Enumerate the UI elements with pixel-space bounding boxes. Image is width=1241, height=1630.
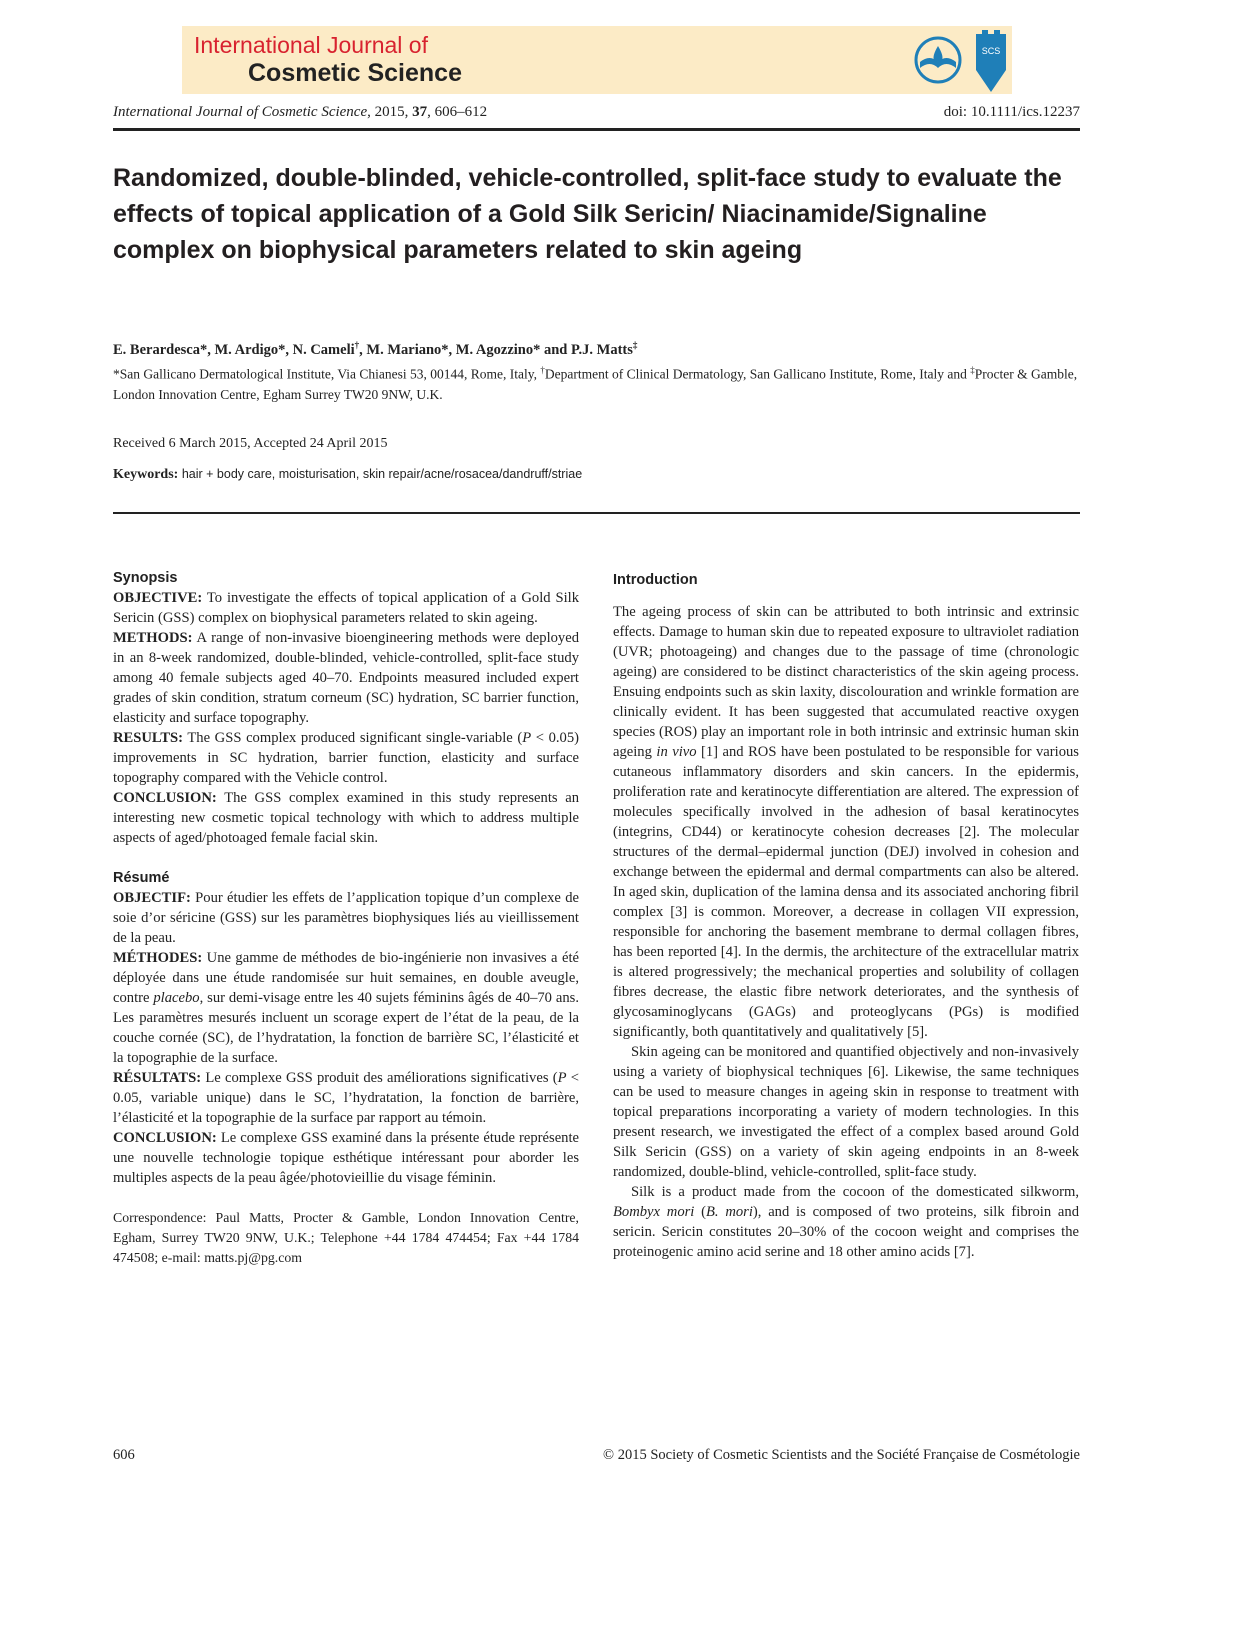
text-run: Le complexe GSS produit des améliorations significatives ( — [201, 1070, 558, 1086]
paragraph — [113, 588, 579, 628]
doi: doi: 10.1111/ics.12237 — [943, 104, 1080, 120]
text-run: Pour étudier les effets de l’application topique d’un complexe de soie d’or séricine (GSS) sur les paramètres biophysiques liés au vieillissement de la peau. — [113, 890, 579, 946]
text-run: < 0.05, variable unique) dans le SC, l’hydratation, la fonction de barrière, l’élasticité et la topographie de la surface par rapport au témoin. — [113, 1070, 579, 1126]
paragraph — [113, 888, 579, 948]
text-run: Bombyx mori — [613, 1204, 695, 1220]
scs-shield-logo-icon — [974, 30, 1008, 92]
text-run: OBJECTIVE: — [113, 590, 203, 606]
text-run: OBJECTIF: — [113, 890, 191, 906]
text-run: The GSS complex produced significant single-variable ( — [183, 730, 523, 746]
journal-title-line1: International Journal of — [194, 32, 428, 58]
text-run: ‡ — [632, 340, 638, 350]
text-run: P — [522, 730, 532, 746]
text-run: CONCLUSION: — [113, 790, 217, 806]
text-run: B. mori — [706, 1204, 753, 1220]
page-number: 606 — [113, 1447, 135, 1463]
text-run: ‡ — [970, 365, 975, 375]
text-run: Procter & Gamble, London Innovation Centre, Egham Surrey TW20 9NW, U.K. — [113, 366, 1078, 402]
text-run: E. Berardesca*, M. Ardigo*, N. Cameli — [113, 341, 355, 358]
received-date: Received 6 March 2015, Accepted 24 April 2015 — [113, 436, 388, 451]
text-run: *San Gallicano Dermatological Institute, Via Chianesi 53, 00144, Rome, Italy, — [113, 366, 541, 382]
journal-banner — [182, 26, 1012, 94]
text-run: in vivo — [656, 744, 697, 760]
text-run: < 0.05) improvements in SC hydration, barrier function, elasticity and surface topography compared with the Vehicle control. — [113, 730, 579, 786]
text-run: placebo — [153, 990, 200, 1006]
text-run: , sur demi-visage entre les 40 sujets féminins âgés de 40–70 ans. Les paramètres mesurés incluent un scorage expert de l’état de la peau, de la couche cornée (SC), de l’hydratation, la fonction de barrière SC, l’élasticité et la topographie de la surface. — [113, 990, 579, 1066]
text-run: The GSS complex examined in this study represents an interesting new cosmetic topical technology with which to address multiple aspects of aged/photoaged female facial skin. — [113, 790, 579, 846]
introduction-body — [613, 602, 1079, 1262]
synopsis-heading: Synopsis — [113, 570, 178, 586]
text-run: To investigate the effects of topical application of a Gold Silk Sericin (GSS) complex on biophysical parameters related to skin ageing. — [113, 590, 579, 626]
paragraph — [613, 602, 1079, 1042]
text-run: METHODS: — [113, 630, 193, 646]
paragraph — [113, 628, 579, 728]
copyright: © 2015 Society of Cosmetic Scientists and the Société Française de Cosmétologie — [603, 1447, 1080, 1463]
paragraph — [113, 1128, 579, 1188]
resume-heading: Résumé — [113, 870, 170, 886]
text-run: ( — [694, 1204, 706, 1220]
text-run: [1] and ROS have been postulated to be responsible for various cutaneous inflammatory disorders and skin cancers. In the epidermis, proliferation rate and keratinocyte differentiation are altered. The expression of molecules specifically involved in the adhesion of basal keratinocytes (integrins, CD44) or keratinocyte cohesion decreases [2]. The molecular structures of the dermal–epidermal junction (DEJ) involved in cohesion and exchange between the epidermal and dermal compartments can also be altered. In aged skin, duplication of the lamina densa and its associated anchoring fibril complex [3] is common. Moreover, a decrease in collagen VII expression, responsible for anchoring the basement membrane to dermal collagen fibres, has been reported [4]. In the dermis, the architecture of the extracellular matrix is altered progressively; the mechanical properties and solubility of collagen fibres decrease, the elastic fibre network deteriorates, and the synthesis of glycosaminoglycans (GAGs) and proteoglycans (PGs) is modified significantly, both quantitatively and qualitatively [5]. — [613, 744, 1079, 1040]
text-run: CONCLUSION: — [113, 1130, 217, 1146]
text-run: RÉSULTATS: — [113, 1070, 202, 1086]
paragraph — [113, 788, 579, 848]
journal-title-line2: Cosmetic Science — [248, 59, 462, 87]
resume-body — [113, 888, 579, 1188]
text-run: , M. Mariano*, M. Agozzino* and P.J. Matts — [359, 341, 633, 358]
paragraph — [113, 1068, 579, 1128]
text-run: MÉTHODES: — [113, 950, 203, 966]
text-run: RESULTS: — [113, 730, 184, 746]
left-column — [113, 568, 579, 1268]
text-run: The ageing process of skin can be attributed to both intrinsic and extrinsic effects. Damage to human skin due to repeated exposure to ultraviolet radiation (UVR; photoageing) and changes due to the passage of time (chronologic ageing) are considered to be distinct characteristics of the skin ageing process. Ensuing endpoints such as skin laxity, discolouration and wrinkle formation are clinically evident. It has been suggested that accumulated reactive oxygen species (ROS) play an important role in both intrinsic and extrinsic human skin ageing — [613, 604, 1079, 760]
text-run: ), and is composed of two proteins, silk fibroin and sericin. Sericin constitutes 20–30% of the cocoon weight and comprises the proteinogenic amino acid serine and 18 other amino acids [7]. — [613, 1204, 1079, 1260]
journal-logo-icon — [912, 36, 964, 84]
keywords: Keywords: hair + body care, moisturisation, skin repair/acne/rosacea/dandruff/striae — [113, 467, 583, 482]
text-run: P — [557, 1070, 567, 1086]
citation: International Journal of Cosmetic Science, 2015, 37, 606–612 — [113, 104, 488, 120]
authors — [113, 340, 637, 359]
section-rule — [113, 512, 1080, 514]
text-run: Le complexe GSS examiné dans la présente étude représente une nouvelle technologie topique esthétique intéressant pour aborder les multiples aspects de la peau âgée/photovieillie du visage féminin. — [113, 1130, 579, 1186]
synopsis-body — [113, 588, 579, 848]
paragraph — [613, 1182, 1079, 1262]
paragraph — [113, 728, 579, 788]
text-run: Une gamme de méthodes de bio-ingénierie non invasives a été déployée dans une étude randomisée sur huit semaines, en double aveugle, contre — [113, 950, 579, 1006]
text-run: A range of non-invasive bioengineering methods were deployed in an 8-week randomized, double-blinded, vehicle-controlled, split-face study among 40 female subjects aged 40–70. Endpoints measured included expert grades of skin condition, stratum corneum (SC) hydration, SC barrier function, elasticity and surface topography. — [113, 630, 579, 726]
running-head — [113, 104, 1080, 121]
affiliations — [113, 360, 1080, 405]
correspondence: Correspondence: Paul Matts, Procter & Gamble, London Innovation Centre, Egham, Surrey TW20 9NW, U.K.; Telephone +44 1784 474454; Fax +44 1784 474508; e-mail: matts.pj@pg.com — [113, 1210, 579, 1265]
introduction-heading: Introduction — [613, 572, 698, 588]
text-run: † — [540, 365, 545, 375]
text-run: Skin ageing can be monitored and quantified objectively and non-invasively using a variety of biophysical techniques [6]. Likewise, the same techniques can be used to measure changes in ageing skin in response to treatment with topical preparations incorporating a variety of modern technologies. In this present research, we investigated the effect of a complex based around Gold Silk Sericin (GSS) on a variety of skin ageing endpoints in an 8-week randomized, double-blind, vehicle-controlled, split-face study. — [613, 1044, 1079, 1180]
header-rule — [113, 128, 1080, 131]
text-run: Silk is a product made from the cocoon of the domesticated silkworm, — [631, 1184, 1079, 1200]
paragraph — [613, 1042, 1079, 1182]
text-run: Department of Clinical Dermatology, San Gallicano Institute, Rome, Italy and — [544, 366, 971, 382]
text-run: † — [354, 340, 360, 350]
right-column — [613, 570, 1079, 1262]
scs-logo-text: SCS — [981, 46, 1001, 56]
page-footer — [113, 1447, 1080, 1464]
paragraph — [113, 948, 579, 1068]
article-title: Randomized, double-blinded, vehicle-controlled, split-face study to evaluate the effects of topical application of a Gold Silk Sericin/ Niacinamide/Signaline complex on biophysical parameters related to skin ageing — [113, 164, 1062, 264]
